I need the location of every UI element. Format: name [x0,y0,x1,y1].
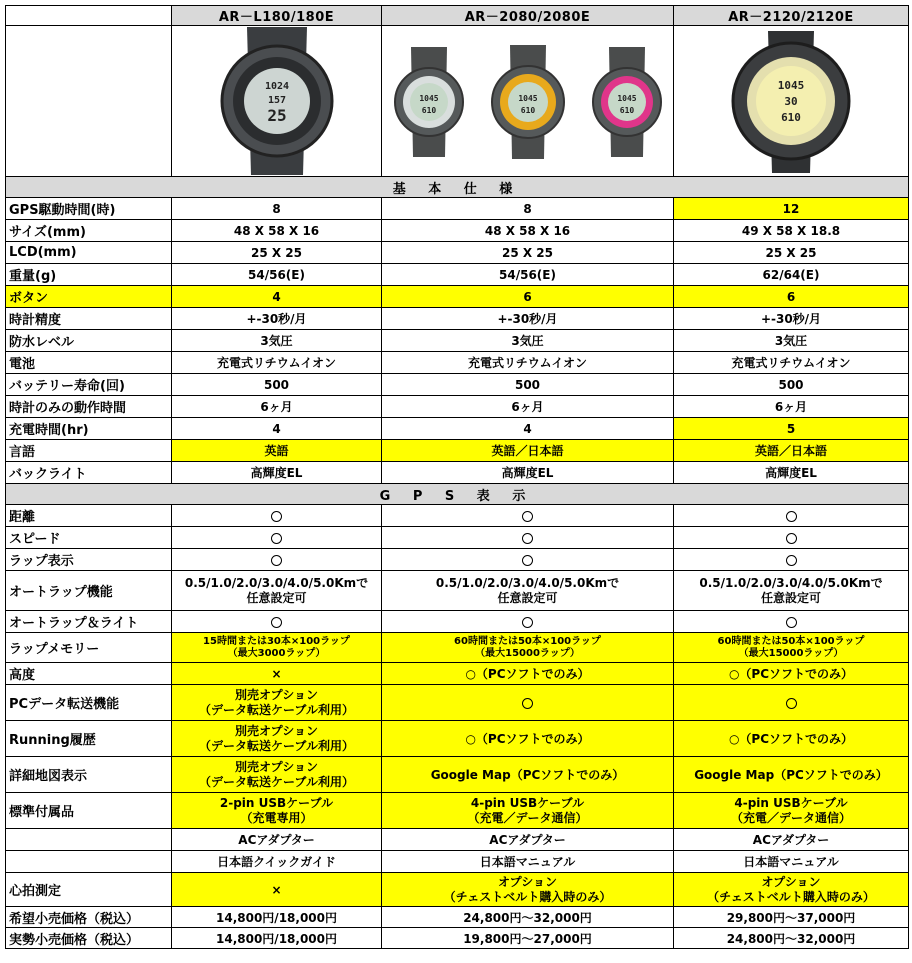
table-row [6,928,909,949]
cell [382,611,674,633]
row-label: オートラップ機能 [6,571,172,611]
section-header-gps: G P S 表 示 [6,484,909,505]
table-row [6,663,909,685]
cell: 25 X 25 [382,242,674,264]
cell-highlight: 4-pin USBケーブル （充電／データ通信） [674,793,909,829]
svg-text:1045: 1045 [616,94,637,103]
cell [172,549,382,571]
cell: 48 X 58 X 16 [382,220,674,242]
svg-text:1045: 1045 [517,94,538,103]
svg-text:1045: 1045 [418,94,439,103]
row-label: GPS駆動時間(時) [6,198,172,220]
circle-icon [522,617,533,628]
section-gps-row [6,484,909,505]
cell: 500 [172,374,382,396]
svg-text:1045: 1045 [777,79,805,92]
cell-highlight: 4-pin USBケーブル （充電／データ通信） [382,793,674,829]
table-row [6,757,909,793]
spec-table [5,5,909,949]
svg-text:610: 610 [520,106,535,115]
row-label-empty [6,829,172,851]
circle-icon [786,511,797,522]
table-row [6,829,909,851]
svg-text:30: 30 [784,95,798,108]
cell: 充電式リチウムイオン [382,352,674,374]
circle-icon [522,533,533,544]
row-label-empty [6,851,172,873]
cell [674,527,909,549]
cell-highlight: 英語 [172,440,382,462]
cell: 日本語クイックガイド [172,851,382,873]
cell: 日本語マニュアル [674,851,909,873]
cell [382,549,674,571]
row-label: 標準付属品 [6,793,172,829]
table-row [6,611,909,633]
model-header-2: AR－2080/2080E [382,6,674,26]
cell: 8 [382,198,674,220]
cell: 0.5/1.0/2.0/3.0/4.0/5.0Kmで 任意設定可 [382,571,674,611]
cell-highlight: Google Map（PCソフトでのみ） [674,757,909,793]
row-label: 防水レベル [6,330,172,352]
section-header-basic: 基 本 仕 様 [6,177,909,198]
cell-highlight: 5 [674,418,909,440]
circle-icon [271,555,282,566]
table-row [6,851,909,873]
row-label: ラップ表示 [6,549,172,571]
circle-icon [522,555,533,566]
model-header-3: AR－2120/2120E [674,6,909,26]
circle-icon [271,511,282,522]
row-label: 希望小売価格（税込） [6,907,172,928]
table-row [6,549,909,571]
cell-highlight [382,685,674,721]
cell: 62/64(E) [674,264,909,286]
cell: 3気圧 [674,330,909,352]
product-image-2 [382,26,674,177]
cell: 高輝度EL [172,462,382,484]
table-row [6,374,909,396]
cell [382,505,674,527]
cell [674,549,909,571]
svg-text:157: 157 [267,95,286,106]
cell: 24,800円～32,000円 [674,928,909,949]
cell: 54/56(E) [382,264,674,286]
row-label: 実勢小売価格（税込） [6,928,172,949]
cell: 49 X 58 X 18.8 [674,220,909,242]
cell: 500 [382,374,674,396]
cell: 4 [172,418,382,440]
circle-icon [522,698,533,709]
cell: 充電式リチウムイオン [172,352,382,374]
cell: 8 [172,198,382,220]
row-label: 充電時間(hr) [6,418,172,440]
cell: +-30秒/月 [674,308,909,330]
row-label: 詳細地図表示 [6,757,172,793]
table-row [6,198,909,220]
cell-highlight: 60時間または50本×100ラップ （最大15000ラップ） [382,633,674,663]
cell: 6ヶ月 [172,396,382,418]
row-label: 時計のみの動作時間 [6,396,172,418]
cell: 54/56(E) [172,264,382,286]
circle-icon [786,533,797,544]
table-row [6,793,909,829]
row-label: Running履歴 [6,721,172,757]
cell [674,611,909,633]
table-row [6,286,909,308]
cell-highlight: Google Map（PCソフトでのみ） [382,757,674,793]
row-label: バックライト [6,462,172,484]
svg-text:1024: 1024 [264,81,289,92]
circle-icon [271,533,282,544]
cell: ACアダプター [674,829,909,851]
cell: 19,800円～27,000円 [382,928,674,949]
cell-highlight: 英語／日本語 [382,440,674,462]
row-label: 時計精度 [6,308,172,330]
circle-icon [786,555,797,566]
cell: 4 [382,418,674,440]
cell [172,505,382,527]
cell-highlight: 別売オプション （データ転送ケーブル利用） [172,757,382,793]
cell: 14,800円/18,000円 [172,907,382,928]
cell: 0.5/1.0/2.0/3.0/4.0/5.0Kmで 任意設定可 [172,571,382,611]
row-label: ラップメモリー [6,633,172,663]
table-row [6,633,909,663]
table-row [6,220,909,242]
row-label: サイズ(mm) [6,220,172,242]
table-row [6,352,909,374]
cell-highlight: ○（PCソフトでのみ） [382,663,674,685]
corner-cell [6,6,172,26]
circle-icon [786,617,797,628]
cell: 日本語マニュアル [382,851,674,873]
row-label: 心拍測定 [6,873,172,907]
cell: +-30秒/月 [172,308,382,330]
row-label: LCD(mm) [6,242,172,264]
row-label: オートラップ＆ライト [6,611,172,633]
table-row [6,873,909,907]
cell: 500 [674,374,909,396]
cell-highlight: 60時間または50本×100ラップ （最大15000ラップ） [674,633,909,663]
cell-highlight: ○（PCソフトでのみ） [674,721,909,757]
row-label: 言語 [6,440,172,462]
svg-text:610: 610 [421,106,436,115]
table-row [6,242,909,264]
product-image-3 [674,26,909,177]
svg-text:25: 25 [266,106,287,125]
image-row [6,26,909,177]
cell: 24,800円～32,000円 [382,907,674,928]
row-label: 電池 [6,352,172,374]
cell: 充電式リチウムイオン [674,352,909,374]
watch-image-2080 [383,27,673,175]
cell-highlight: 6 [382,286,674,308]
section-basic-row [6,177,909,198]
cell: 高輝度EL [674,462,909,484]
table-row [6,571,909,611]
cell: 3気圧 [382,330,674,352]
cell: ACアダプター [172,829,382,851]
cell: 29,800円～37,000円 [674,907,909,928]
cell-highlight: 6 [674,286,909,308]
cell-highlight: 15時間または30本×100ラップ （最大3000ラップ） [172,633,382,663]
table-row [6,418,909,440]
cell: ACアダプター [382,829,674,851]
cell: 25 X 25 [674,242,909,264]
cell [382,527,674,549]
table-row [6,264,909,286]
product-image-1 [172,26,382,177]
cell: 高輝度EL [382,462,674,484]
cell: 6ヶ月 [382,396,674,418]
cell-highlight: 12 [674,198,909,220]
circle-icon [271,617,282,628]
cell: 6ヶ月 [674,396,909,418]
row-label: スピード [6,527,172,549]
cell [674,505,909,527]
table-row [6,907,909,928]
cell: 3気圧 [172,330,382,352]
cell: 14,800円/18,000円 [172,928,382,949]
circle-icon [522,511,533,522]
row-label: ボタン [6,286,172,308]
table-row [6,396,909,418]
cell-highlight: × [172,873,382,907]
cell [172,611,382,633]
table-row [6,462,909,484]
cell-highlight: オプション （チェストベルト購入時のみ） [382,873,674,907]
svg-text:610: 610 [781,111,801,124]
table-row [6,505,909,527]
cell: 0.5/1.0/2.0/3.0/4.0/5.0Kmで 任意設定可 [674,571,909,611]
cell-highlight: 2-pin USBケーブル （充電専用） [172,793,382,829]
table-row [6,721,909,757]
header-row [6,6,909,26]
row-label: PCデータ転送機能 [6,685,172,721]
corner-image-cell [6,26,172,177]
cell: +-30秒/月 [382,308,674,330]
model-header-1: AR－L180/180E [172,6,382,26]
row-label: 距離 [6,505,172,527]
row-label: 重量(g) [6,264,172,286]
row-label: 高度 [6,663,172,685]
watch-image-2120 [676,27,906,175]
cell-highlight: 別売オプション （データ転送ケーブル利用） [172,685,382,721]
cell: 25 X 25 [172,242,382,264]
table-row [6,330,909,352]
table-row [6,527,909,549]
cell: 48 X 58 X 16 [172,220,382,242]
cell-highlight: ○（PCソフトでのみ） [382,721,674,757]
cell-highlight [674,685,909,721]
watch-image-l180 [177,27,377,175]
cell-highlight: オプション （チェストベルト購入時のみ） [674,873,909,907]
table-row [6,685,909,721]
table-row [6,308,909,330]
cell-highlight: 4 [172,286,382,308]
circle-icon [786,698,797,709]
cell-highlight: × [172,663,382,685]
cell-highlight: 別売オプション （データ転送ケーブル利用） [172,721,382,757]
cell-highlight: ○（PCソフトでのみ） [674,663,909,685]
cell [172,527,382,549]
table-row [6,440,909,462]
svg-text:610: 610 [619,106,634,115]
row-label: バッテリー寿命(回) [6,374,172,396]
cell-highlight: 英語／日本語 [674,440,909,462]
